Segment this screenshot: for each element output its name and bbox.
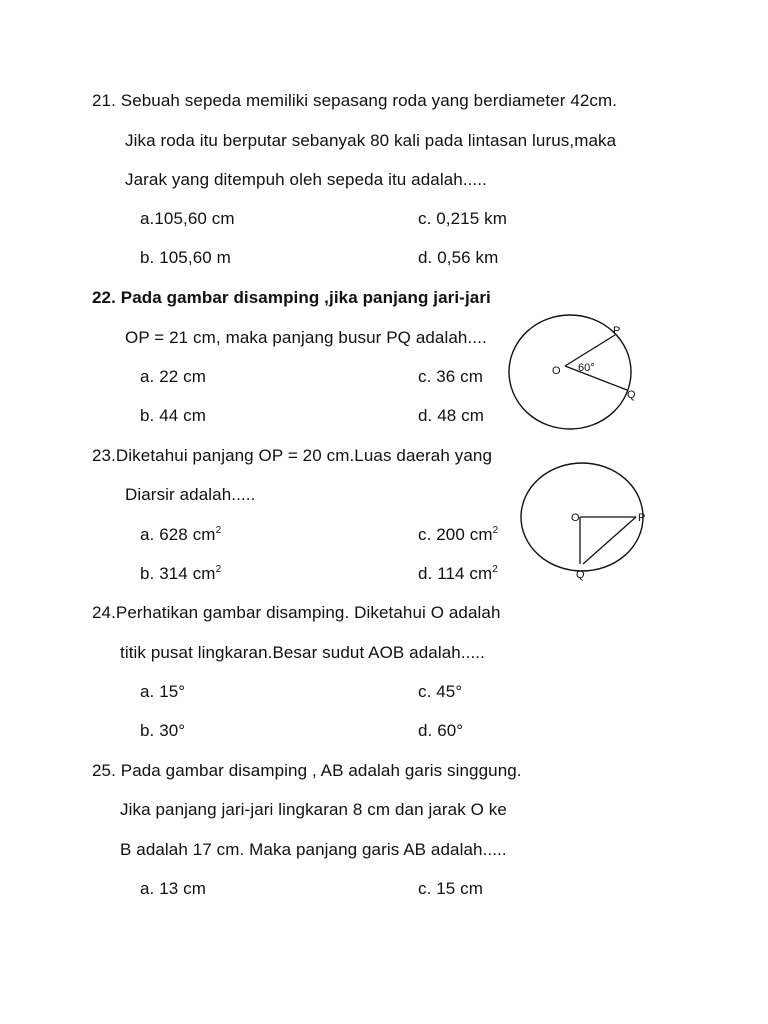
q24-option-a: a. 15° [140, 682, 186, 701]
q22-option-b: b. 44 cm [140, 406, 206, 425]
q24-option-d: d. 60° [418, 721, 464, 740]
q23-option-a: a. 628 $cm^2$ [140, 525, 222, 544]
q23-stem-line-2: Diarsir adalah..... [125, 485, 256, 504]
q23-circle-figure [510, 460, 660, 590]
q21-stem-line-2: Jika roda itu berputar sebanyak 80 kali pada lintasan lurus,maka [125, 131, 617, 150]
q23-label-p: P [638, 512, 646, 524]
q24-option-b: b. 30° [140, 721, 186, 740]
q24-option-c: c. 45° [418, 682, 463, 701]
q24-stem-line-1: 24.Perhatikan gambar disamping. Diketahui O adalah [92, 603, 501, 622]
q22-label-q: Q [627, 389, 636, 401]
q22-radius-oq [565, 366, 627, 390]
q23-label-q: Q [576, 569, 585, 581]
q22-label-p: P [613, 325, 621, 337]
q22-stem-line-1: 22. Pada gambar disamping ,jika panjang jari-jari [92, 288, 491, 307]
q23-chord-pq [583, 517, 636, 564]
q22-label-o: O [552, 365, 561, 377]
q23-option-d: d. 114 $cm^2$ [418, 564, 498, 583]
q25-stem-line-2: Jika panjang jari-jari lingkaran 8 cm dan jarak O ke [120, 800, 507, 819]
q22-stem-line-2: OP = 21 cm, maka panjang busur PQ adalah.... [125, 328, 487, 347]
q21-stem-line-3: Jarak yang ditempuh oleh sepeda itu adalah..... [125, 170, 487, 189]
q23-option-b: b. 314 $cm^2$ [140, 564, 222, 583]
q23-label-o: O [571, 512, 580, 524]
q22-option-a: a. 22 cm [140, 367, 206, 386]
q23-option-c: c. 200 $cm^2$ [418, 525, 499, 544]
q21-option-c: c. 0,215 km [418, 209, 507, 228]
q21-option-b: b. 105,60 m [140, 248, 231, 267]
q23-stem-line-1: 23.Diketahui panjang OP = 20 cm.Luas daerah yang [92, 446, 493, 465]
q25-option-c: c. 15 cm [418, 879, 484, 898]
q25-stem-line-1: 25. Pada gambar disamping , AB adalah garis singgung. [92, 761, 522, 780]
q25-option-a: a. 13 cm [140, 879, 206, 898]
q22-option-c: c. 36 cm [418, 367, 484, 386]
q22-label-angle: 60° [578, 362, 595, 374]
q22-circle-figure [500, 310, 650, 445]
q21-stem-line-1: 21. Sebuah sepeda memiliki sepasang roda yang berdiameter 42cm. [92, 91, 618, 110]
q25-stem-line-3: B adalah 17 cm. Maka panjang garis AB adalah..... [120, 840, 507, 859]
q24-stem-line-2: titik pusat lingkaran.Besar sudut AOB adalah..... [120, 643, 485, 662]
q22-option-d: d. 48 cm [418, 406, 484, 425]
q21-option-d: d. 0,56 km [418, 248, 499, 267]
q21-option-a: a.105,60 cm [140, 209, 235, 228]
